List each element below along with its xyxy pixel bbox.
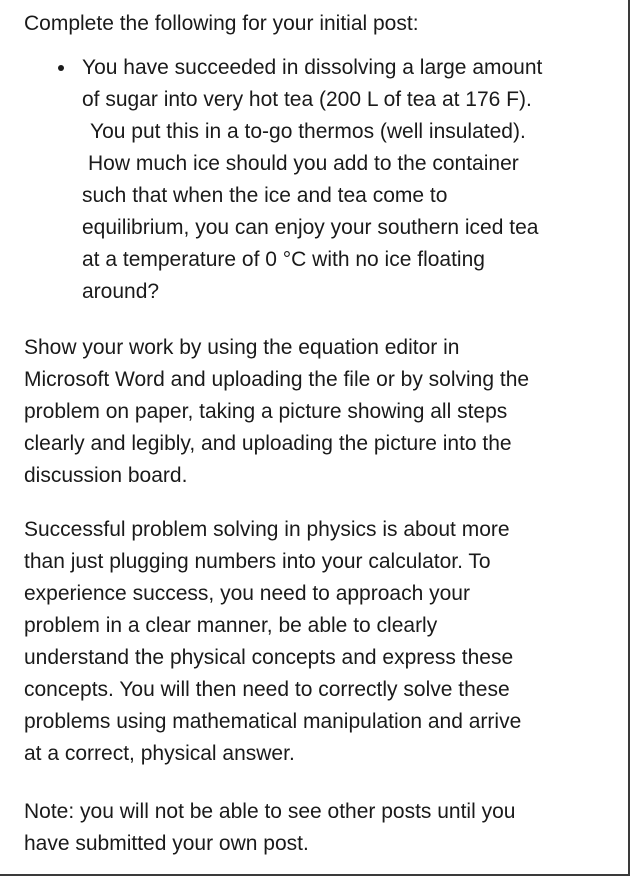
document-content: [24, 8, 608, 860]
bullet-line: such that when the ice and tea come to: [82, 184, 448, 207]
paragraph-line: problem in a clear manner, be able to clearly: [24, 614, 438, 637]
bullet-line: at a temperature of 0 °C with no ice floating: [82, 248, 485, 271]
paragraph-line: experience success, you need to approach your: [24, 582, 470, 605]
instructions-paragraph: [24, 332, 608, 492]
paragraph-line: understand the physical concepts and express these: [24, 646, 514, 669]
paragraph-line: Note: you will not be able to see other posts until you: [24, 800, 516, 823]
paragraph-line: Show your work by using the equation editor in: [24, 336, 460, 359]
problem-solving-paragraph: [24, 514, 608, 770]
bullet-line: equilibrium, you can enjoy your southern iced tea: [82, 216, 539, 239]
paragraph-line: Microsoft Word and uploading the file or by solving the: [24, 368, 530, 391]
paragraph-line: problems using mathematical manipulation and arrive: [24, 710, 522, 733]
bullet-list: [24, 52, 608, 308]
paragraph-line: at a correct, physical answer.: [24, 742, 295, 765]
bullet-line: You put this in a to-go thermos (well insulated).: [90, 120, 526, 143]
list-item: [82, 52, 608, 308]
bullet-line: of sugar into very hot tea (200 L of tea at 176 F).: [82, 88, 532, 111]
bullet-line: You have succeeded in dissolving a large amount: [82, 56, 543, 79]
bullet-line: around?: [82, 280, 160, 303]
paragraph-line: problem on paper, taking a picture showing all steps: [24, 400, 508, 423]
paragraph-line: concepts. You will then need to correctly solve these: [24, 678, 510, 701]
bullet-dot-icon: [58, 65, 64, 71]
paragraph-line: Successful problem solving in physics is about more: [24, 518, 510, 541]
note-paragraph: [24, 796, 608, 860]
paragraph-line: clearly and legibly, and uploading the picture into the: [24, 432, 512, 455]
paragraph-line: discussion board.: [24, 464, 188, 487]
paragraph-line: than just plugging numbers into your calculator. To: [24, 550, 491, 573]
intro-text: Complete the following for your initial post:: [24, 12, 419, 35]
paragraph-line: have submitted your own post.: [24, 832, 309, 855]
bullet-line: How much ice should you add to the container: [88, 152, 519, 175]
